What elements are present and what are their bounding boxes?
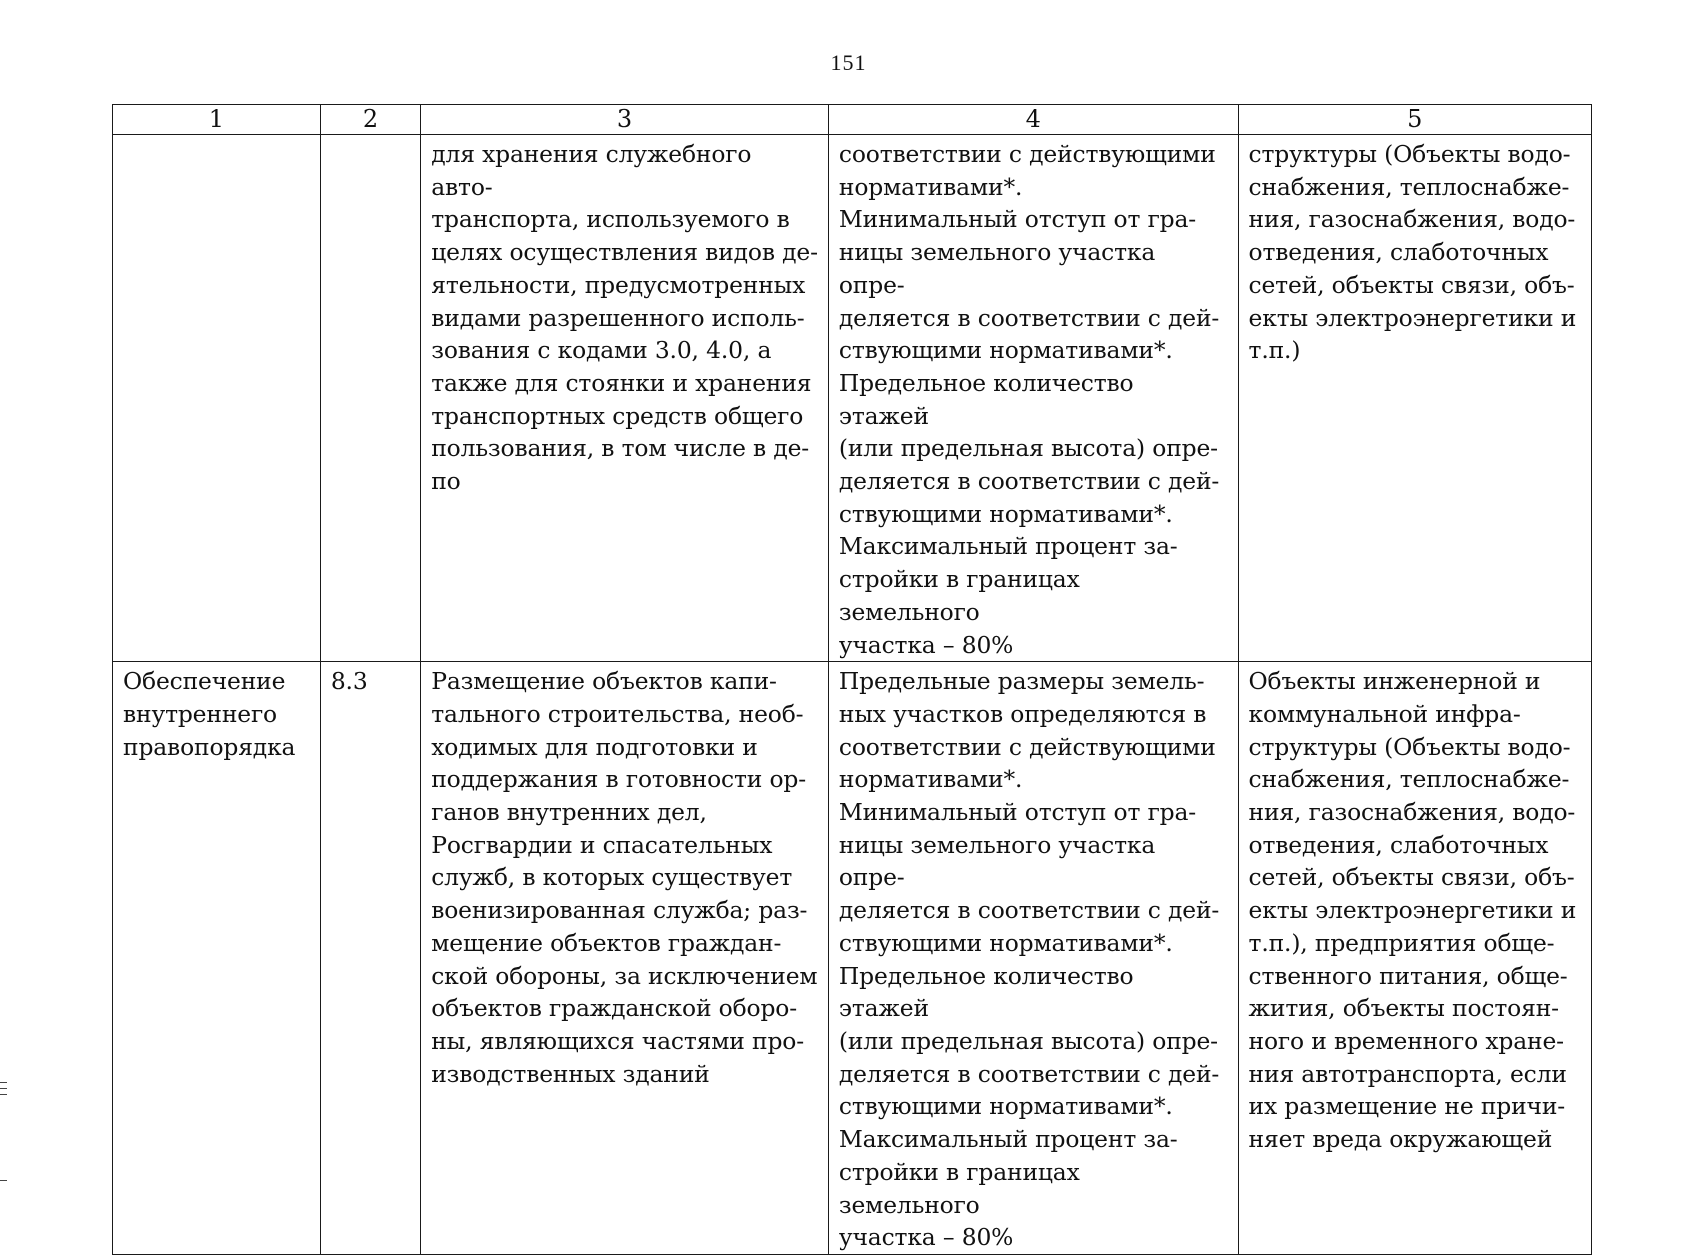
table-row [113,135,1592,662]
parameters-cell [828,135,1238,662]
land-use-name: Обеспечение внутреннего правопорядка [123,667,296,761]
land-use-table [112,104,1592,1255]
land-use-description: Размещение объектов капи- тального строительства, необ- ходимых для подготовки и поддержания в готовности ор- ганов внутренних дел, Росгвардии и спасательных служб, в которых существует военизированная служба; раз- мещение объектов граждан- ской обороны, за исключением объектов гражданской оборо- ны, являющихся частями про- изводственных зданий [431,667,818,1088]
land-use-code: 8.3 [330,667,368,696]
land-use-name [113,135,320,138]
auxiliary-cell [1238,662,1591,1255]
column-header-3: 3 [421,105,829,135]
land-use-name-cell [113,662,321,1255]
column-header-5: 5 [1238,105,1591,135]
description-cell [421,662,829,1255]
table-row [113,662,1592,1255]
margin-mark [0,1088,7,1089]
auxiliary-uses: структуры (Объекты водо- снабжения, теплоснабже- ния, газоснабжения, водо- отведения, слаботочных сетей, объекты связи, объ- екты электроэнергетики и т.п.) [1248,140,1577,365]
column-number-row [113,105,1592,135]
construction-parameters: соответствии с действующими нормативами*. Минимальный отступ от гра- ницы земельного участка опре- деляется в соответствии с дей- ствующими нормативами*. Предельное количество этажей (или предельная высота) опре- деляется в соответствии с дей- ствующими нормативами*. Максимальный процент за- стройки в границах земельного участка – 80% [838,140,1220,659]
parameters-cell [828,662,1238,1255]
auxiliary-uses: Объекты инженерной и коммунальной инфра- структуры (Объекты водо- снабжения, теплоснабже- ния, газоснабжения, водо- отведения, слаботочных сетей, объекты связи, объ- екты электроэнергетики и т.п.), предприятия обще- ственного питания, обще- жития, объекты постоян- ного и временного хране- ния автотранспорта, если их размещение не причи- няет вреда окружающей [1248,667,1577,1154]
land-use-code-cell [320,662,420,1255]
margin-mark [0,1180,7,1181]
margin-mark [0,1082,7,1083]
description-cell [421,135,829,662]
land-use-code [321,135,420,138]
auxiliary-cell [1238,135,1591,662]
land-use-description: для хранения служебного авто- транспорта, используемого в целях осуществления видов де- ятельности, предусмотренных видами разрешенного исполь- зования с кодами 3.0, 4.0, а также для стоянки и хранения транспортных средств общего пользования, в том числе в де- по [431,140,818,496]
margin-mark [0,1094,7,1095]
page-number: 151 [830,50,867,75]
column-header-1: 1 [113,105,321,135]
column-header-4: 4 [828,105,1238,135]
land-use-code-cell [320,135,420,662]
column-header-2: 2 [320,105,420,135]
construction-parameters: Предельные размеры земель- ных участков определяются в соответствии с действующими нормативами*. Минимальный отступ от гра- ницы земельного участка опре- деляется в соответствии с дей- ствующими нормативами*. Предельное количество этажей (или предельная высота) опре- деляется в соответствии с дей- ствующими нормативами*. Максимальный процент за- стройки в границах земельного участка – 80% [838,667,1220,1252]
land-use-name-cell [113,135,321,662]
